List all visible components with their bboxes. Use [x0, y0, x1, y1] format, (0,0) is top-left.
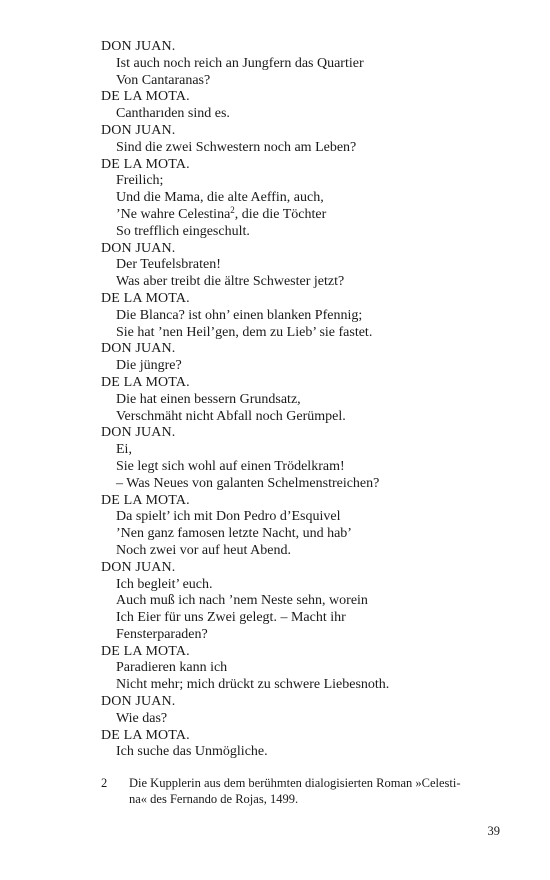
verse-line: Ei,	[116, 442, 132, 458]
speaker-name: DE LA MOTA.	[101, 492, 190, 508]
speaker-name: DE LA MOTA.	[101, 89, 190, 105]
dialogue-block	[101, 644, 511, 694]
verse-line: Ist auch noch reich an Jungfern das Quartier	[116, 55, 364, 71]
verse-line-with-footnote	[101, 204, 511, 224]
speaker-name: DE LA MOTA.	[101, 290, 190, 306]
verse-line: Freilich;	[116, 173, 164, 189]
dialogue-block	[101, 39, 511, 89]
footnote-number: 2	[101, 776, 108, 790]
verse-line: Noch zwei vor auf heut Abend.	[116, 542, 291, 558]
dialogue-block	[101, 375, 511, 425]
speaker-name: DE LA MOTA.	[101, 374, 190, 390]
footnote-marker[interactable]: 2	[230, 204, 235, 215]
dialogue-block	[101, 157, 511, 241]
dialogue-block	[101, 560, 511, 644]
verse-line: Sind die zwei Schwestern noch am Leben?	[116, 139, 357, 155]
verse-line: Wie das?	[116, 710, 168, 726]
dialogue-block	[101, 123, 511, 157]
verse-line: Paradieren kann ich	[116, 660, 228, 676]
speaker-name: DON JUAN.	[101, 341, 176, 357]
verse-line: Ich begleit’ euch.	[116, 576, 213, 592]
dialogue-block	[101, 493, 511, 560]
speaker-name: DON JUAN.	[101, 122, 176, 138]
verse-line: Sie legt sich wohl auf einen Trödelkram!	[116, 458, 345, 474]
verse-line: Auch muß ich nach ’nem Neste sehn, worein	[116, 593, 368, 609]
dialogue-block	[101, 341, 511, 375]
verse-line: Die hat einen bessern Grundsatz,	[116, 391, 301, 407]
speaker-name: DE LA MOTA.	[101, 727, 190, 743]
verse-text: , die die Töchter	[234, 206, 327, 222]
dialogue-block	[101, 241, 511, 291]
verse-line: Sie hat ’nen Heil’gen, dem zu Lieb’ sie fastet.	[116, 324, 373, 340]
speaker-name: DON JUAN.	[101, 425, 176, 441]
dialogue-block	[101, 728, 511, 762]
speaker-name: DON JUAN.	[101, 559, 176, 575]
speaker-name: DE LA MOTA.	[101, 643, 190, 659]
verse-line: Die Blanca? ist ohn’ einen blanken Pfennig;	[116, 307, 363, 323]
dialogue-block	[101, 694, 511, 728]
verse-line: – Was Neues von galanten Schelmenstreichen?	[116, 475, 380, 491]
verse-line: Der Teufelsbraten!	[116, 257, 221, 273]
dialogue-block	[101, 425, 511, 492]
speaker-name: DE LA MOTA.	[101, 156, 190, 172]
speaker-name: DON JUAN.	[101, 240, 176, 256]
speaker-name: DON JUAN.	[101, 694, 176, 710]
verse-line: Die jüngre?	[116, 358, 182, 374]
page-number: 39	[487, 824, 500, 838]
footnote-text	[129, 776, 501, 807]
footnote	[101, 776, 501, 807]
footnote-line: na« des Fernando de Rojas, 1499.	[129, 791, 299, 806]
dialogue-block	[101, 89, 511, 123]
verse-text: ’Ne wahre Celestina	[116, 206, 231, 222]
verse-line: Fensterparaden?	[116, 626, 208, 642]
verse-line: Nicht mehr; mich drückt zu schwere Liebesnoth.	[116, 677, 390, 693]
verse-line: Da spielt’ ich mit Don Pedro d’Esquivel	[116, 509, 341, 525]
footnote-line: Die Kupplerin aus dem berühmten dialogisierten Roman »Celesti-	[129, 776, 461, 790]
verse-line: Ich suche das Unmögliche.	[116, 744, 268, 760]
verse-line: Verschmäht nicht Abfall noch Gerümpel.	[116, 408, 346, 424]
dialogue-text	[101, 39, 511, 761]
verse-line: Ich Eier für uns Zwei gelegt. – Macht ihr	[116, 610, 346, 626]
verse-line: So trefflich eingeschult.	[116, 223, 250, 239]
verse-line: Und die Mama, die alte Aeffin, auch,	[116, 190, 324, 206]
verse-line: Von Cantaranas?	[116, 72, 211, 88]
speaker-name: DON JUAN.	[101, 39, 176, 54]
verse-line: Cantharıden sind es.	[116, 106, 230, 122]
verse-line: ’Nen ganz famosen letzte Nacht, und hab’	[116, 526, 352, 542]
verse-line: Was aber treibt die ältre Schwester jetzt?	[116, 274, 345, 290]
dialogue-block	[101, 291, 511, 341]
